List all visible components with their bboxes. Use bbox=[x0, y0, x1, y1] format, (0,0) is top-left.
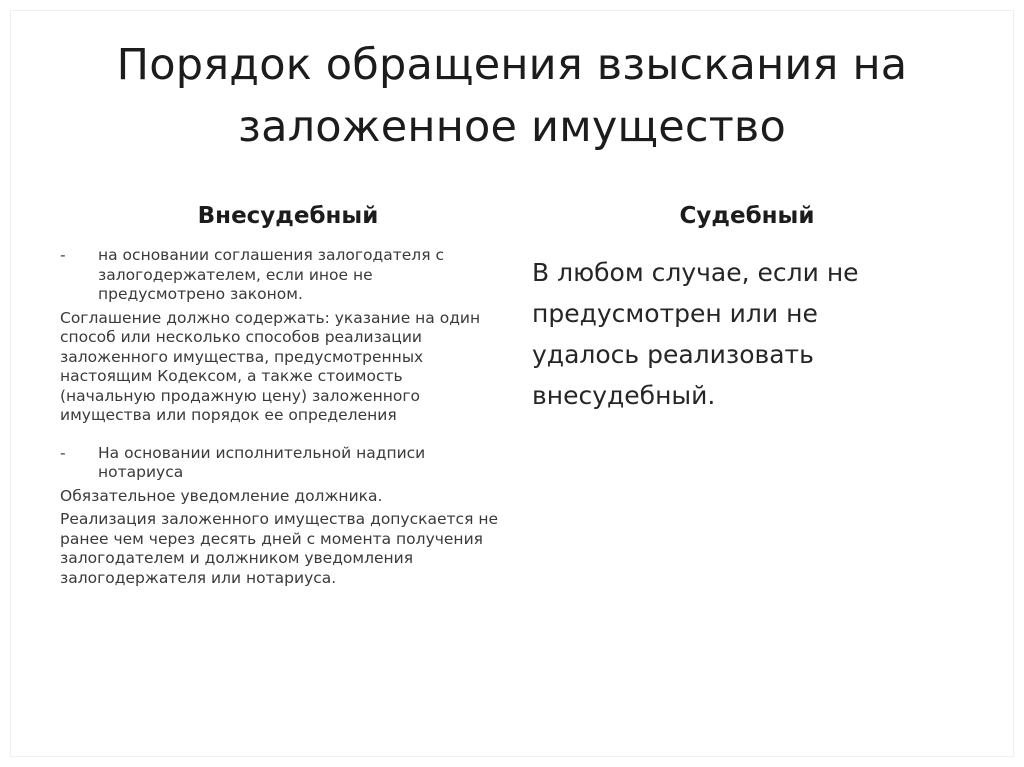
agreement-content-paragraph: Соглашение должно содержать: указание на один способ или несколько способов реализации заложенного имущества, предусмотренных настоящим Кодексом, а также стоимость (начальную продажную цену) заложенного имущества или порядок ее определения bbox=[60, 308, 481, 424]
right-column-body bbox=[532, 252, 962, 416]
right-column-heading: Судебный bbox=[679, 203, 815, 229]
slide-title bbox=[60, 34, 964, 158]
bullet-text-agreement: на основании соглашения залогодателя с залогодержателем, если иное не предусмотрено законом. bbox=[98, 246, 444, 303]
bullet-dash: - bbox=[60, 246, 66, 264]
bullet-text-notary: На основании исполнительной надписи нотариуса bbox=[98, 443, 426, 481]
bullet-item-notary bbox=[60, 444, 500, 483]
bullet-dash: - bbox=[60, 443, 66, 462]
left-column-heading: Внесудебный bbox=[197, 203, 379, 229]
right-text-line-1: В любом случае, если не bbox=[532, 258, 859, 287]
right-text-line-2: предусмотрен или не bbox=[532, 299, 818, 328]
debtor-notice-paragraph: Обязательное уведомление должника. bbox=[60, 486, 383, 505]
right-text-line-4: внесудебный. bbox=[532, 381, 716, 410]
bullet-item-agreement bbox=[60, 246, 500, 305]
left-column-body bbox=[60, 246, 500, 588]
slide-title-line-2: заложенное имущество bbox=[238, 102, 786, 152]
slide-title-line-1: Порядок обращения взыскания на bbox=[116, 40, 908, 90]
right-text-line-3: удалось реализовать bbox=[532, 340, 814, 369]
realization-terms-paragraph: Реализация заложенного имущества допускается не ранее чем через десять дней с момента получения залогодателем и должником уведомления залогодержателя или нотариуса. bbox=[60, 510, 498, 587]
